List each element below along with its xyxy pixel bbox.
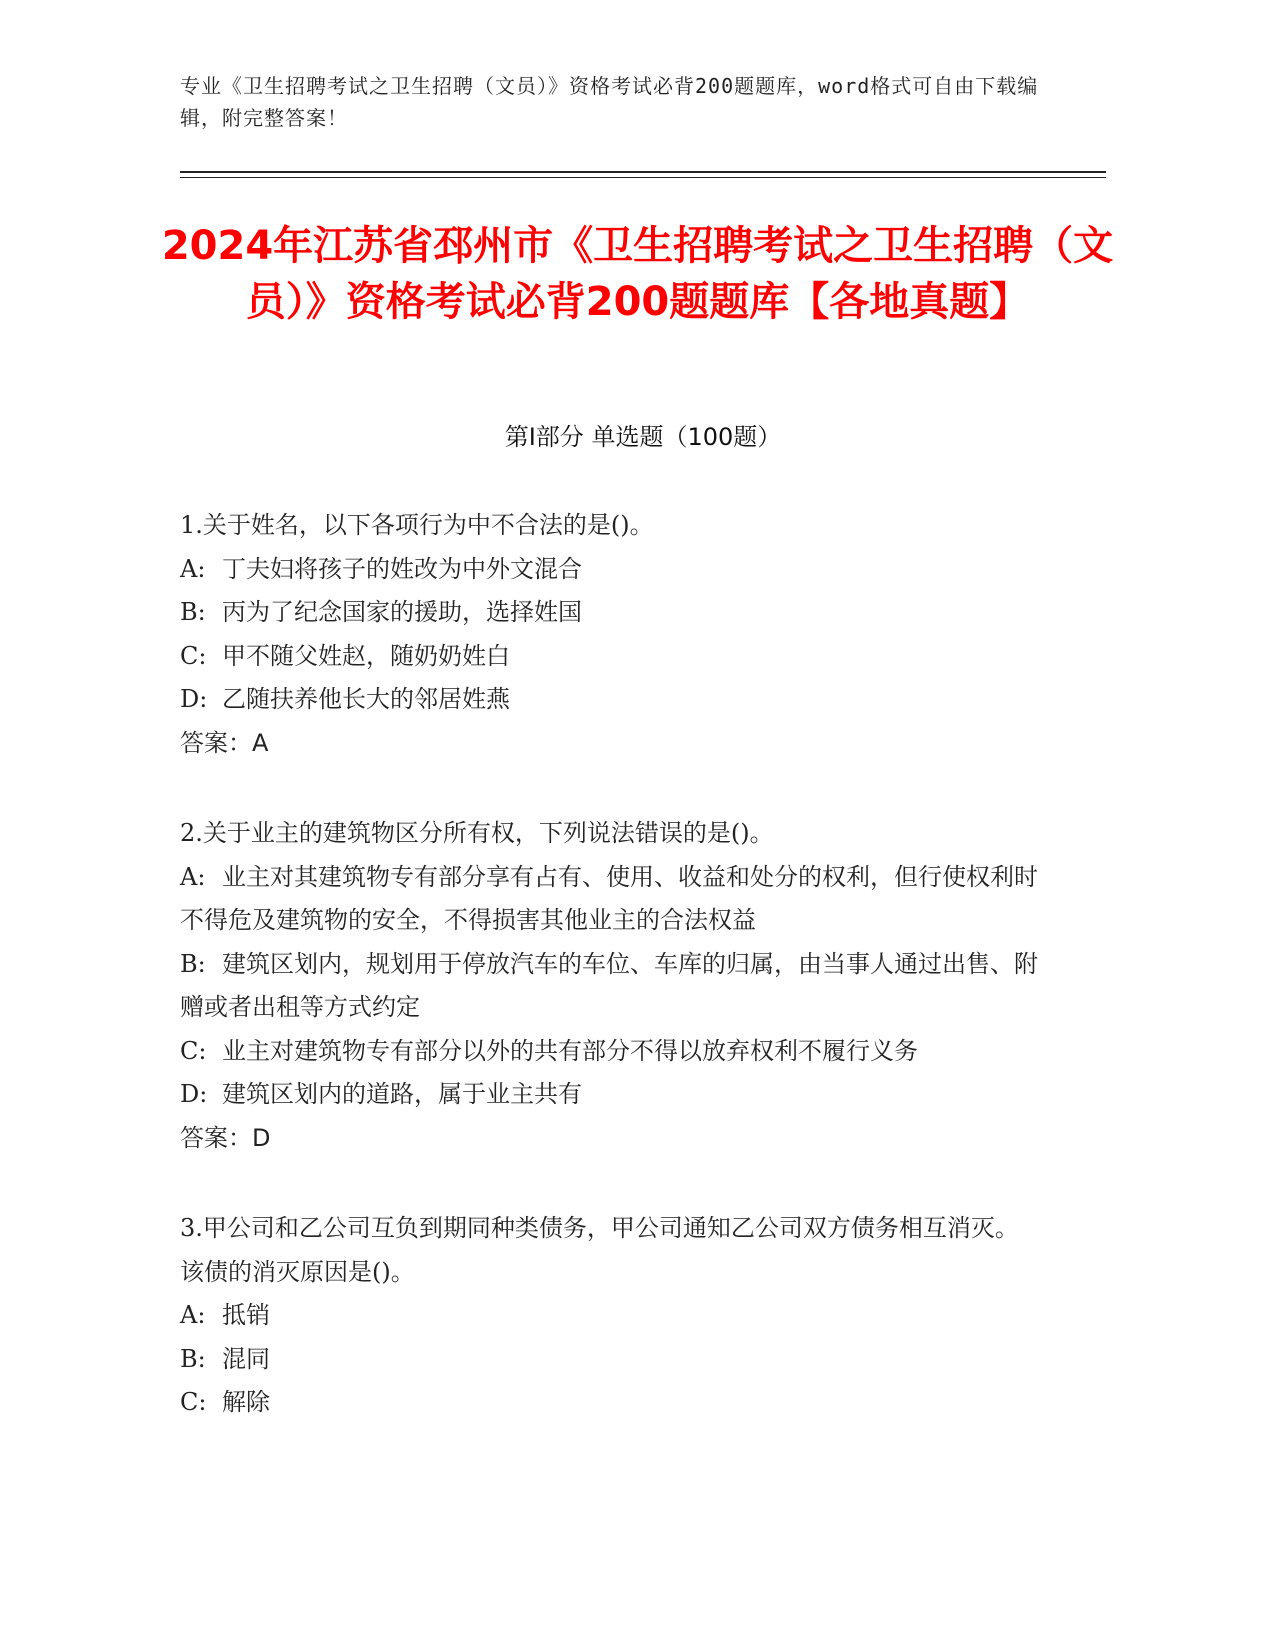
option-letter: C: [180, 1388, 207, 1416]
section-title: 第I部分 单选题（100题） [504, 423, 782, 451]
answer-line [180, 722, 1040, 766]
option-letter: B: [180, 598, 206, 626]
option-text: 甲不随父姓赵，随奶奶姓白 [222, 641, 510, 670]
option-text: 抵销 [222, 1301, 270, 1329]
option-text: 混同 [222, 1344, 270, 1373]
question-stem: 1.关于姓名，以下各项行为中不合法的是()。 [180, 511, 654, 539]
option-d [180, 678, 1040, 722]
answer-line [180, 1117, 1040, 1161]
option-a [180, 548, 1040, 592]
option-letter: B: [180, 949, 206, 978]
header-rule-thick [180, 171, 1106, 173]
option-text: 解除 [222, 1388, 270, 1416]
option-a [180, 1294, 1040, 1338]
answer-value: D [252, 1123, 271, 1152]
option-c [180, 635, 1040, 679]
question-list [180, 504, 1040, 1472]
option-letter: D: [180, 685, 208, 713]
option-b [180, 591, 1040, 635]
option-b [180, 1338, 1040, 1382]
option-letter: A: [180, 554, 206, 583]
option-c [180, 1381, 1040, 1425]
header-note: 专业《卫生招聘考试之卫生招聘（文员）》资格考试必背200题题库，word格式可自由下载编辑，附完整答案！ [180, 74, 1039, 130]
option-text: 建筑区划内，规划用于停放汽车的车位、车库的归属，由当事人通过出售、附赠或者出租等方式约定 [180, 949, 1038, 1021]
answer-prefix: 答案： [180, 728, 252, 757]
answer-value: A [252, 728, 269, 757]
option-text: 乙随扶养他长大的邻居姓燕 [222, 685, 510, 713]
option-letter: C: [180, 1036, 207, 1065]
option-d [180, 1073, 1040, 1117]
question-stem: 2.关于业主的建筑物区分所有权，下列说法错误的是()。 [180, 819, 774, 847]
option-letter: D: [180, 1080, 208, 1108]
document-title: 2024年江苏省邳州市《卫生招聘考试之卫生招聘（文员）》资格考试必背200题题库【各地真题】 [161, 223, 1114, 325]
question-1 [180, 504, 1040, 765]
question-3 [180, 1207, 1040, 1425]
option-b [180, 943, 1040, 1030]
header-rule-thin [180, 177, 1106, 178]
question-stem: 3.甲公司和乙公司互负到期同种类债务，甲公司通知乙公司双方债务相互消灭。该债的消灭原因是()。 [180, 1214, 1019, 1286]
option-text: 建筑区划内的道路，属于业主共有 [222, 1080, 582, 1108]
option-letter: B: [180, 1344, 206, 1373]
option-text: 业主对其建筑物专有部分享有占有、使用、收益和处分的权利，但行使权利时不得危及建筑物的安全，不得损害其他业主的合法权益 [180, 862, 1038, 934]
answer-prefix: 答案： [180, 1123, 252, 1152]
option-letter: A: [180, 1301, 206, 1329]
option-a [180, 856, 1040, 943]
option-text: 业主对建筑物专有部分以外的共有部分不得以放弃权利不履行义务 [222, 1036, 918, 1065]
question-2 [180, 812, 1040, 1160]
option-c [180, 1030, 1040, 1074]
option-text: 丁夫妇将孩子的姓改为中外文混合 [222, 554, 582, 583]
option-text: 丙为了纪念国家的援助，选择姓国 [222, 598, 582, 626]
option-letter: A: [180, 862, 206, 891]
option-letter: C: [180, 641, 207, 670]
